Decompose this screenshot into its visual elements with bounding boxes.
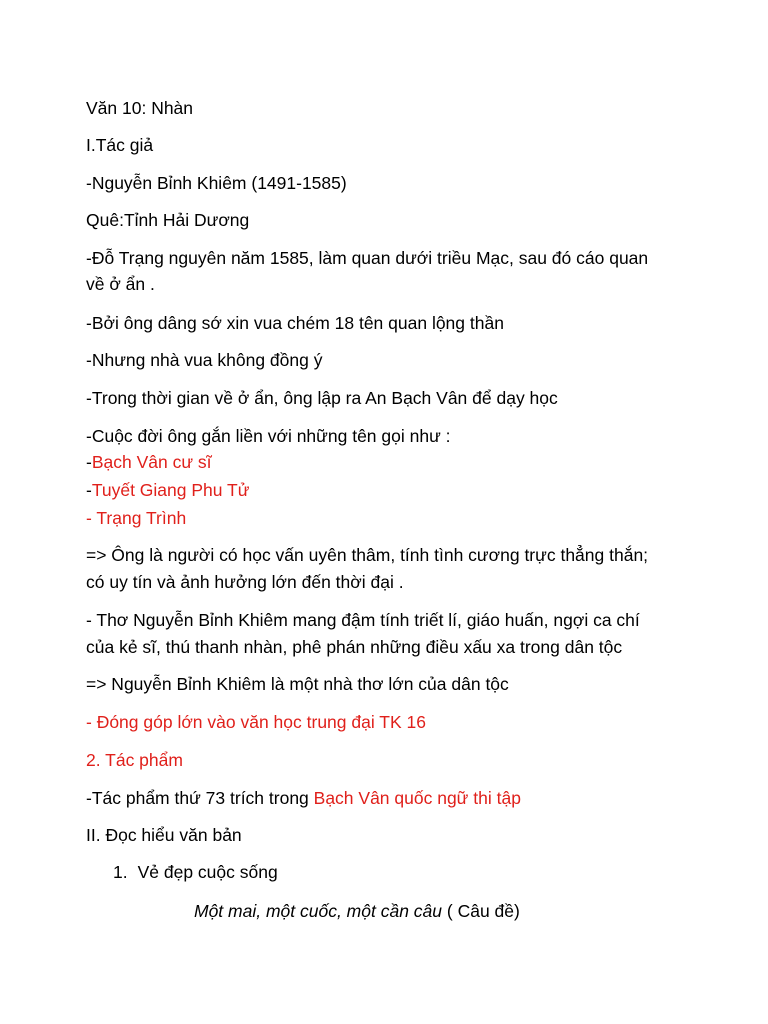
name-text: Tuyết Giang Phu Tử — [91, 480, 250, 500]
poetry-line-2: của kẻ sĩ, thú thanh nhàn, phê phán những điều xấu xa trong dân tộc — [86, 637, 623, 657]
names-intro-line: -Cuộc đời ông gắn liền với những tên gọi như : — [86, 426, 451, 446]
conclusion-1-line-2: có uy tín và ảnh hưởng lớn đến thời đại . — [86, 572, 404, 592]
career-line-2: về ở ẩn . — [86, 274, 155, 294]
quote-line — [194, 899, 520, 923]
section-heading-work: 2. Tác phẩm — [86, 750, 183, 770]
refusal-line: -Nhưng nhà vua không đồng ý — [86, 350, 323, 370]
conclusion-2-line: => Nguyễn Bỉnh Khiêm là một nhà thơ lớn của dân tộc — [86, 674, 509, 694]
school-line: -Trong thời gian về ở ẩn, ông lập ra An Bạch Vân để dạy học — [86, 388, 558, 408]
name-text: Bạch Vân cư sĩ — [91, 452, 212, 472]
section-heading-author: I.Tác giả — [86, 135, 154, 155]
quote-text: Một mai, một cuốc, một cần câu — [194, 901, 443, 921]
doc-title: Văn 10: Nhàn — [86, 98, 194, 118]
quote-note: ( Câu đề) — [442, 901, 520, 921]
work-collection: Bạch Vân quốc ngữ thi tập — [313, 788, 521, 808]
list-number: 1. — [113, 862, 128, 882]
name-dash: - — [86, 452, 92, 472]
name-item — [86, 450, 212, 474]
name-item: - Trạng Trình — [86, 508, 187, 528]
list-title: Vẻ đẹp cuộc sống — [137, 862, 278, 882]
section-heading-reading: II. Đọc hiểu văn bản — [86, 825, 242, 845]
name-item — [86, 478, 249, 502]
conclusion-1-line-1: => Ông là người có học vấn uyên thâm, tính tình cương trực thẳng thắn; — [86, 545, 649, 565]
contribution-line: - Đóng góp lớn vào văn học trung đại TK 16 — [86, 712, 426, 732]
poetry-line-1: - Thơ Nguyễn Bỉnh Khiêm mang đậm tính triết lí, giáo huấn, ngợi ca chí — [86, 610, 640, 630]
hometown-line: Quê:Tỉnh Hải Dương — [86, 210, 250, 230]
list-item — [113, 860, 278, 884]
petition-line: -Bởi ông dâng sớ xin vua chém 18 tên quan lộng thần — [86, 313, 504, 333]
author-line: -Nguyễn Bỉnh Khiêm (1491-1585) — [86, 173, 347, 193]
work-line — [86, 786, 521, 810]
name-dash: - — [86, 480, 92, 500]
career-line-1: -Đỗ Trạng nguyên năm 1585, làm quan dưới triều Mạc, sau đó cáo quan — [86, 248, 649, 268]
work-prefix: -Tác phẩm thứ 73 trích trong — [86, 788, 314, 808]
